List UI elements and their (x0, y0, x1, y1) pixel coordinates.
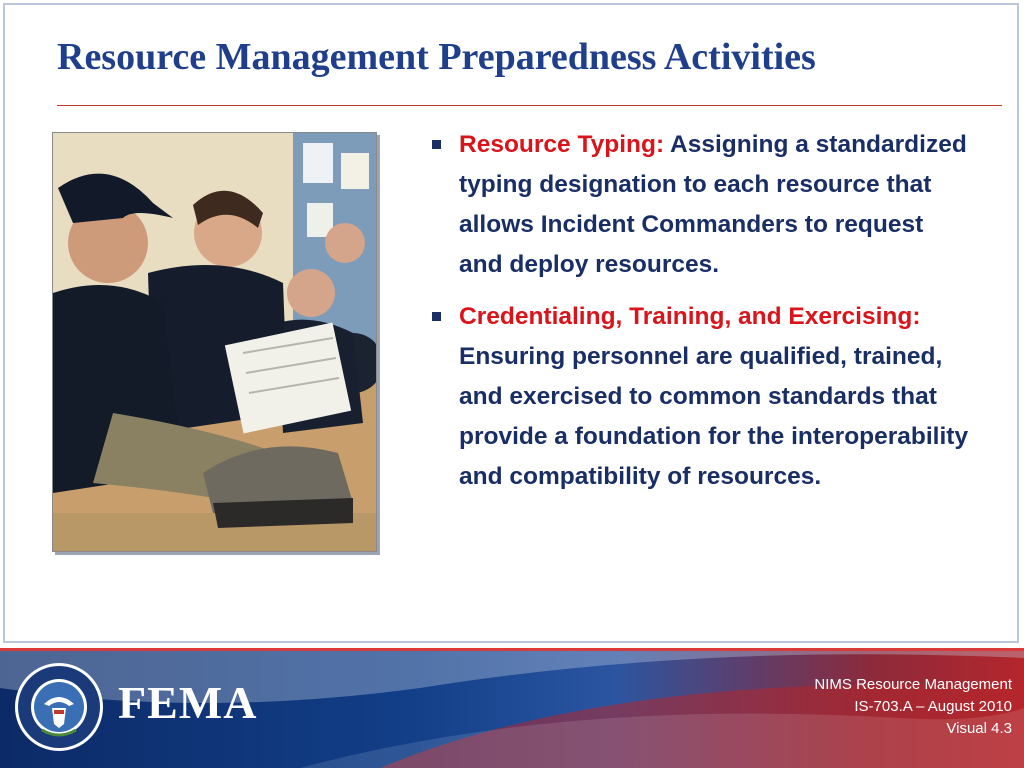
course-title: NIMS Resource Management (814, 676, 1012, 693)
visual-number: Visual 4.3 (946, 720, 1012, 737)
course-code: IS-703.A – August 2010 (854, 698, 1012, 715)
responders-photo (52, 132, 377, 552)
course-info (814, 674, 1012, 740)
slide-title: Resource Management Preparedness Activities (57, 36, 816, 78)
bullet-term: Credentialing, Training, and Exercising: (459, 303, 921, 330)
footer-banner (0, 648, 1024, 768)
bullet-credentialing (430, 297, 970, 497)
bullet-resource-typing (430, 125, 970, 285)
bullet-text: Assigning a standardized typing designation to each resource that allows Incident Commanders to request and deploy resources. (459, 131, 967, 278)
dhs-seal-logo (14, 662, 104, 752)
bullet-text: Ensuring personnel are qualified, trained, and exercised to common standards that provide a foundation for the interoperability and compatibility of resources. (459, 343, 969, 490)
title-divider (57, 105, 1002, 106)
square-bullet-icon (432, 312, 441, 321)
bullet-term: Resource Typing: (459, 131, 665, 158)
fema-logo: FEMA (118, 677, 258, 728)
bullet-list (430, 125, 970, 509)
square-bullet-icon (432, 140, 441, 149)
